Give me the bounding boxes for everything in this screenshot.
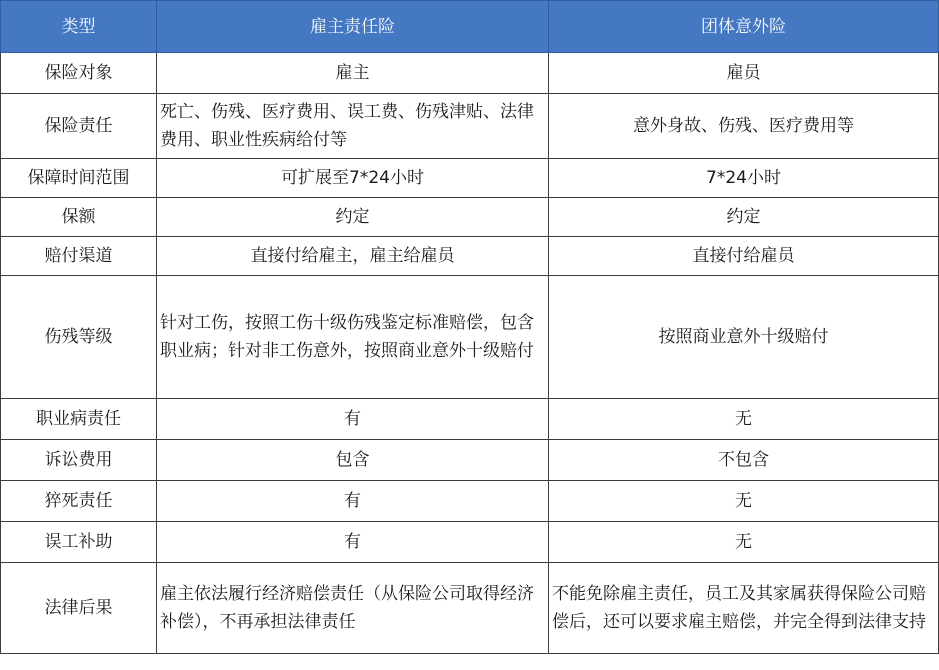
row-label: 保险对象 — [1, 53, 157, 94]
group-cell: 无 — [549, 399, 939, 440]
group-cell: 意外身故、伤残、医疗费用等 — [549, 94, 939, 159]
table-row — [1, 198, 939, 237]
row-label: 保障时间范围 — [1, 159, 157, 198]
group-cell: 无 — [549, 481, 939, 522]
header-employer-liability: 雇主责任险 — [157, 1, 549, 53]
table-row — [1, 276, 939, 399]
row-label: 诉讼费用 — [1, 440, 157, 481]
table-row — [1, 440, 939, 481]
group-cell: 不能免除雇主责任，员工及其家属获得保险公司赔偿后，还可以要求雇主赔偿，并完全得到法律支持 — [549, 563, 939, 654]
employer-cell: 可扩展至7*24小时 — [157, 159, 549, 198]
table-row — [1, 53, 939, 94]
row-label: 保额 — [1, 198, 157, 237]
group-cell: 7*24小时 — [549, 159, 939, 198]
group-cell: 按照商业意外十级赔付 — [549, 276, 939, 399]
employer-cell: 包含 — [157, 440, 549, 481]
employer-cell: 有 — [157, 399, 549, 440]
group-cell: 不包含 — [549, 440, 939, 481]
group-cell: 雇员 — [549, 53, 939, 94]
employer-cell: 约定 — [157, 198, 549, 237]
table-row — [1, 237, 939, 276]
employer-cell: 雇主 — [157, 53, 549, 94]
table-row — [1, 94, 939, 159]
table-row — [1, 481, 939, 522]
group-cell: 无 — [549, 522, 939, 563]
employer-cell: 死亡、伤残、医疗费用、误工费、伤残津贴、法律费用、职业性疾病给付等 — [157, 94, 549, 159]
row-label: 职业病责任 — [1, 399, 157, 440]
group-cell: 约定 — [549, 198, 939, 237]
header-row — [1, 1, 939, 53]
table-row — [1, 399, 939, 440]
employer-cell: 有 — [157, 481, 549, 522]
header-group-accident: 团体意外险 — [549, 1, 939, 53]
employer-cell: 直接付给雇主，雇主给雇员 — [157, 237, 549, 276]
row-label: 赔付渠道 — [1, 237, 157, 276]
row-label: 猝死责任 — [1, 481, 157, 522]
header-type: 类型 — [1, 1, 157, 53]
row-label: 误工补助 — [1, 522, 157, 563]
row-label: 法律后果 — [1, 563, 157, 654]
employer-cell: 针对工伤，按照工伤十级伤残鉴定标准赔偿，包含职业病；针对非工伤意外，按照商业意外十级赔付 — [157, 276, 549, 399]
table-row — [1, 522, 939, 563]
table-row — [1, 159, 939, 198]
table-row — [1, 563, 939, 654]
group-cell: 直接付给雇员 — [549, 237, 939, 276]
row-label: 伤残等级 — [1, 276, 157, 399]
row-label: 保险责任 — [1, 94, 157, 159]
employer-cell: 有 — [157, 522, 549, 563]
employer-cell: 雇主依法履行经济赔偿责任（从保险公司取得经济补偿），不再承担法律责任 — [157, 563, 549, 654]
